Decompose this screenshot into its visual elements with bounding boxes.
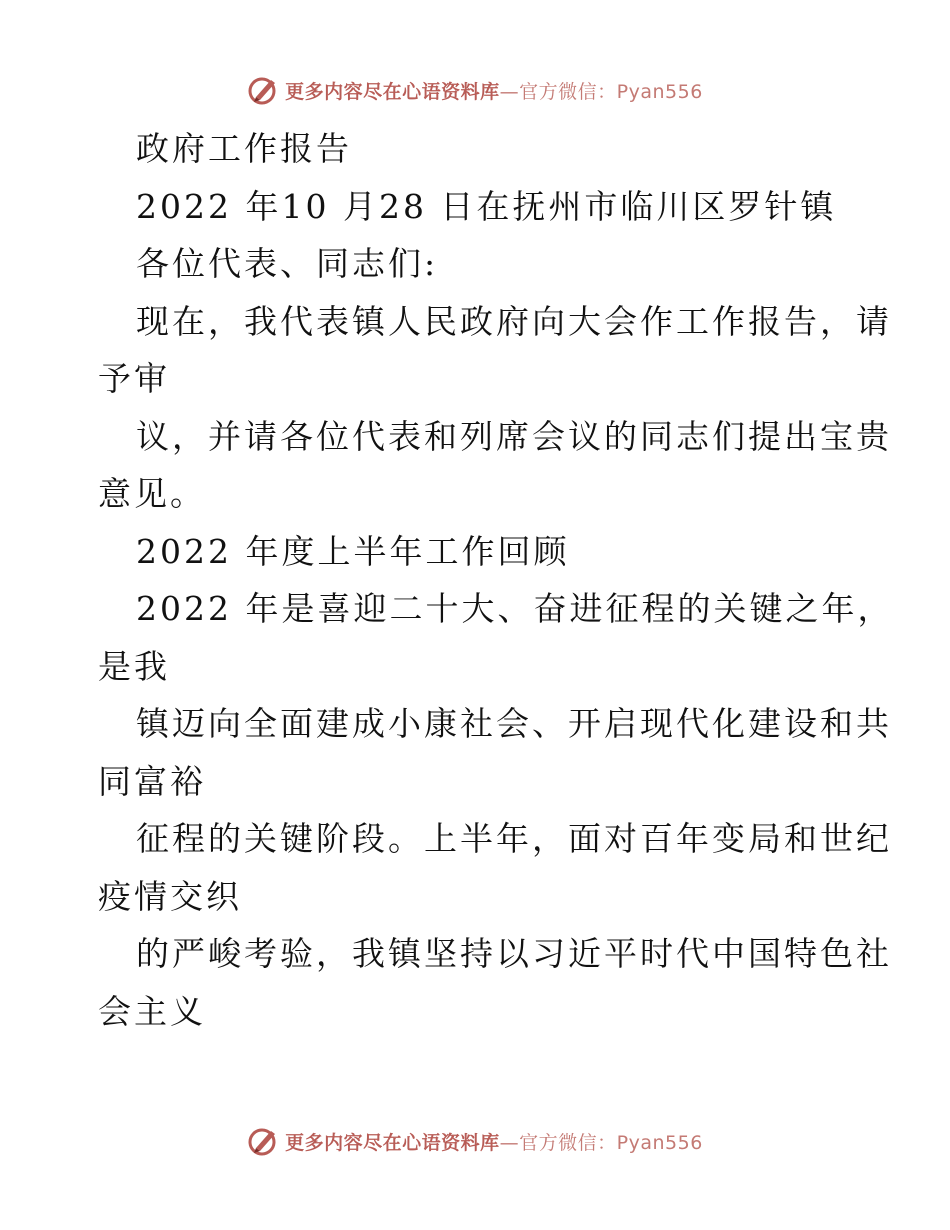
document-line (98, 178, 858, 236)
line-text: 议，并请各位代表和列席会议的同志们提出宝贵 (136, 416, 892, 456)
line-text: 是我 (98, 646, 170, 686)
line-text: 2022 年是喜迎二十大、奋进征程的关键之年， (136, 589, 894, 628)
watermark-text (285, 1128, 703, 1155)
document-line (98, 293, 892, 351)
document-line (98, 523, 858, 581)
document-line (98, 983, 858, 1041)
line-text: 疫情交织 (98, 876, 242, 916)
document-line (98, 350, 858, 408)
document-body (98, 120, 894, 1040)
watermark-text (285, 77, 703, 104)
watermark-brand: 更多内容尽在心语资料库 (285, 80, 500, 103)
watermark-wechat: 官方微信：Pyan556 (519, 80, 703, 103)
document-line (98, 235, 858, 293)
line-text: 征程的关键阶段。上半年，面对百年变局和世纪 (136, 819, 892, 858)
line-text: 各位代表、同志们: (136, 244, 439, 283)
watermark-dash: — (499, 1131, 520, 1154)
pen-logo-icon (247, 1124, 281, 1158)
line-text: 2022 年度上半年工作回顾 (136, 531, 570, 571)
document-line (98, 810, 892, 868)
line-text: 会主义 (98, 991, 206, 1031)
line-text: 同富裕 (98, 761, 206, 801)
pen-logo-icon (247, 73, 281, 107)
line-text: 镇迈向全面建成小康社会、开启现代化建设和共 (136, 704, 892, 743)
header-watermark (0, 70, 950, 110)
line-text: 2022 年10 月28 日在抚州市临川区罗针镇 (136, 186, 837, 226)
document-line (98, 695, 892, 753)
footer-watermark (0, 1121, 950, 1161)
line-text: 政府工作报告 (136, 129, 352, 168)
document-line (98, 120, 858, 178)
line-text: 予审 (98, 359, 170, 398)
line-text: 的严峻考验，我镇坚持以习近平时代中国特色社 (136, 934, 892, 973)
watermark-wechat: 官方微信：Pyan556 (519, 1131, 703, 1154)
document-line (98, 868, 858, 926)
watermark-dash: — (499, 80, 520, 103)
document-line (98, 408, 892, 466)
line-text: 现在，我代表镇人民政府向大会作工作报告，请 (136, 301, 892, 341)
document-line (98, 580, 894, 638)
document-line (98, 753, 858, 811)
watermark-brand: 更多内容尽在心语资料库 (285, 1131, 500, 1154)
line-text: 意见。 (98, 474, 206, 513)
document-line (98, 638, 858, 696)
document-line (98, 465, 858, 523)
document-line (98, 925, 892, 983)
